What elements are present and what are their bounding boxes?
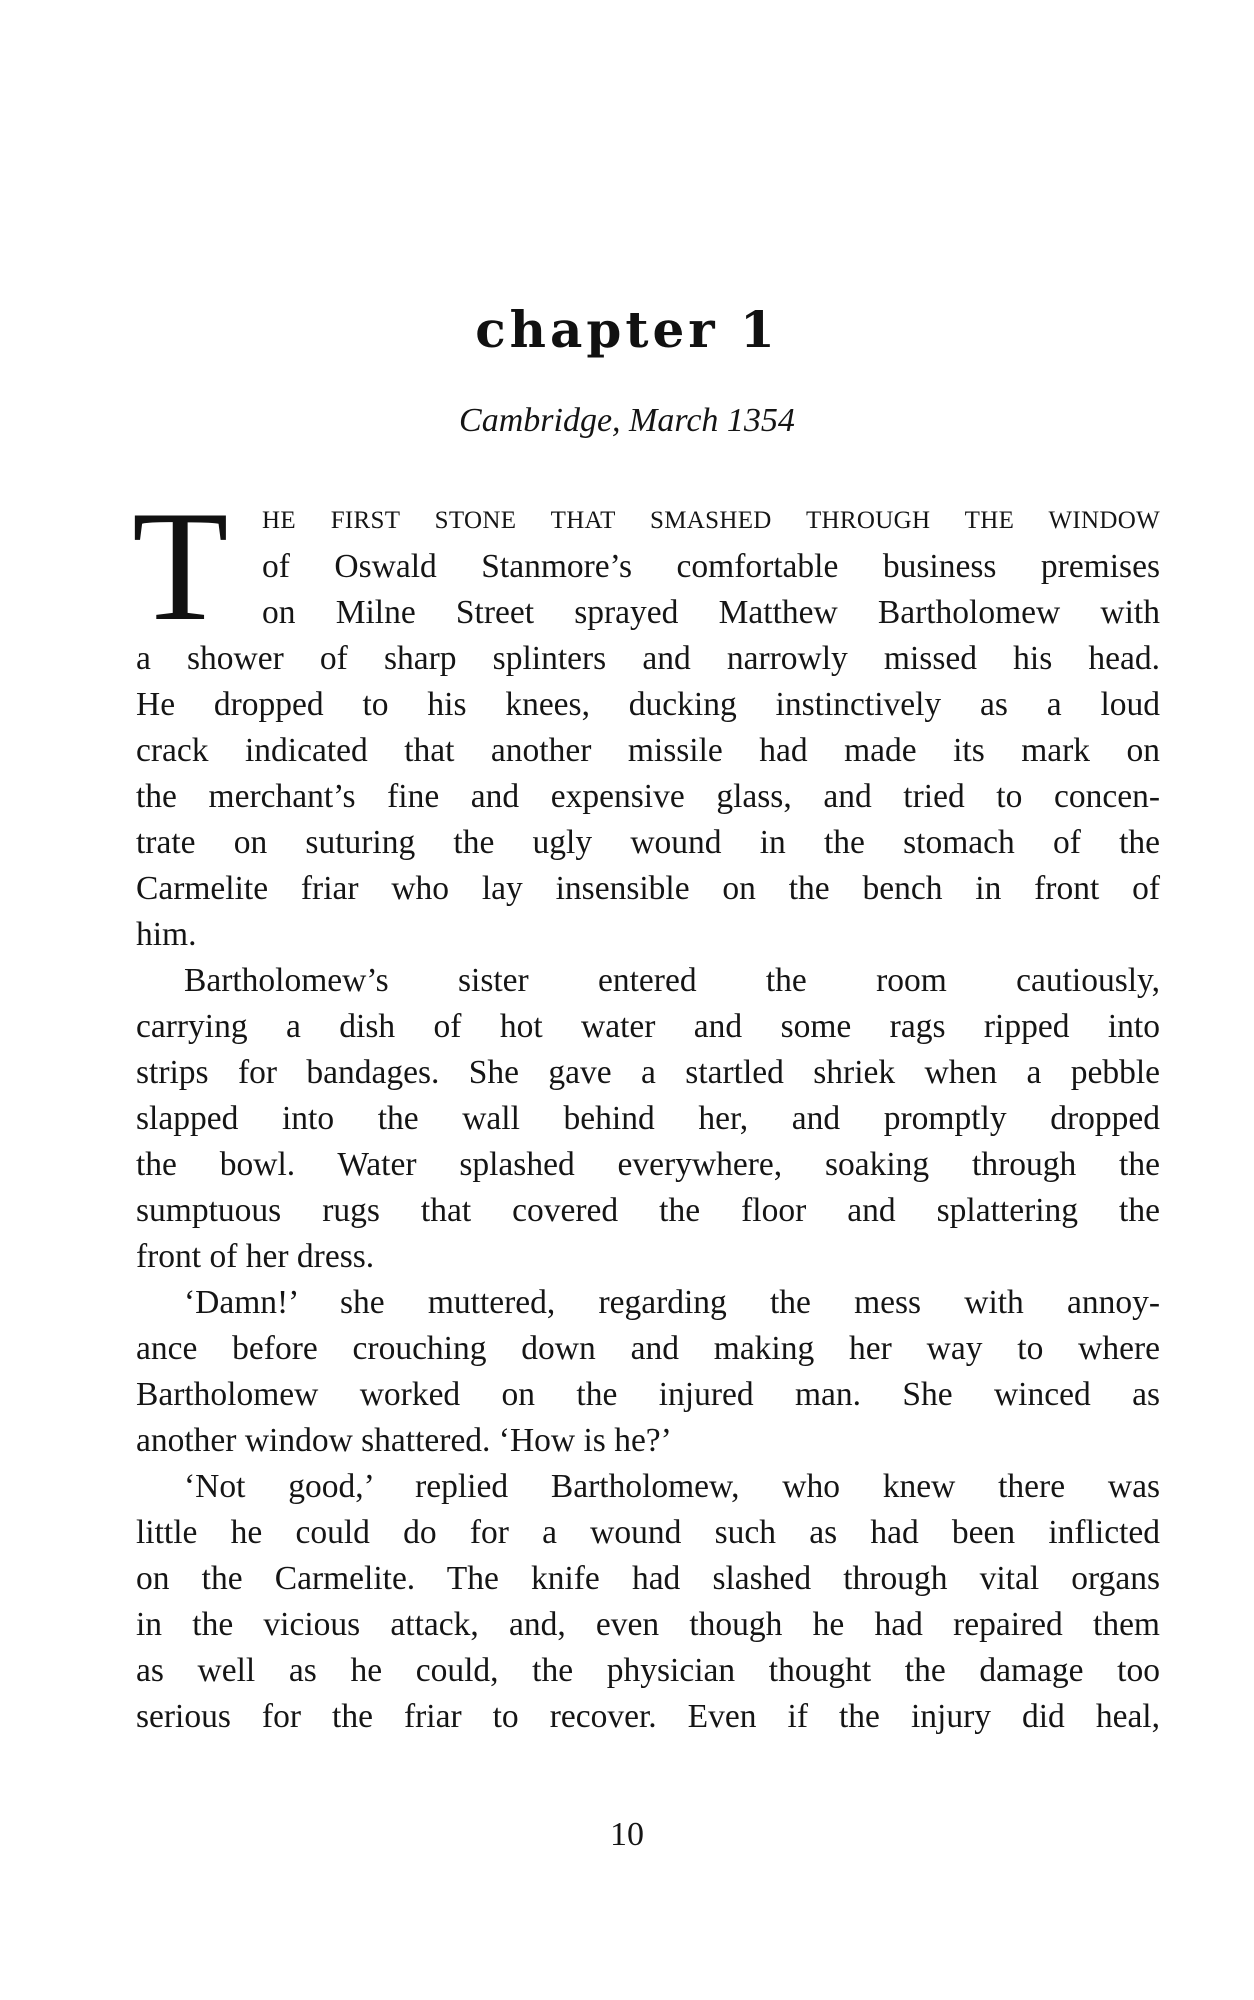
text-line: ‘Not good,’ replied Bartholomew, who knew there was <box>184 1468 1160 1505</box>
text-line: front of her dress. <box>136 1238 375 1275</box>
drop-cap-letter: T <box>132 479 229 654</box>
page-number: 10 <box>610 1816 644 1853</box>
text-line: on Milne Street sprayed Matthew Bartholomew with <box>262 594 1160 631</box>
paragraph-1 <box>136 636 1160 958</box>
text-line: another window shattered. ‘How is he?’ <box>136 1422 672 1459</box>
chapter-subtitle: Cambridge, March 1354 <box>459 402 795 439</box>
text-line: serious for the friar to recover. Even if the injury did heal, <box>136 1698 1160 1735</box>
text-line: crack indicated that another missile had made its mark on <box>136 732 1160 769</box>
text-line: on the Carmelite. The knife had slashed through vital organs <box>136 1560 1160 1597</box>
paragraph-1-opening <box>132 479 1160 654</box>
text-line: little he could do for a wound such as had been inflicted <box>136 1514 1160 1551</box>
paragraph-2 <box>136 958 1160 1280</box>
text-line: trate on suturing the ugly wound in the stomach of the <box>136 824 1160 861</box>
text-line: ‘Damn!’ she muttered, regarding the mess with annoy- <box>184 1284 1160 1321</box>
text-line: the merchant’s fine and expensive glass, and tried to concen- <box>136 778 1160 815</box>
text-line: carrying a dish of hot water and some rags ripped into <box>136 1008 1160 1045</box>
text-line: a shower of sharp splinters and narrowly missed his head. <box>136 640 1160 677</box>
text-line: as well as he could, the physician thought the damage too <box>136 1652 1160 1689</box>
text-line: ance before crouching down and making her way to where <box>136 1330 1160 1367</box>
paragraph-4 <box>136 1464 1160 1740</box>
chapter-heading: chapter 1 <box>475 300 779 359</box>
text-line: Bartholomew worked on the injured man. She winced as <box>136 1376 1160 1413</box>
text-line: sumptuous rugs that covered the floor and splattering the <box>136 1192 1160 1229</box>
body-text <box>132 479 1160 1740</box>
text-line: the bowl. Water splashed everywhere, soaking through the <box>136 1146 1160 1183</box>
text-line: HE FIRST STONE THAT SMASHED THROUGH THE WINDOW <box>262 507 1160 534</box>
text-line: him. <box>136 916 197 953</box>
paragraph-3 <box>136 1280 1160 1464</box>
text-line: He dropped to his knees, ducking instinctively as a loud <box>136 686 1160 723</box>
text-line: strips for bandages. She gave a startled shriek when a pebble <box>136 1054 1160 1091</box>
text-line: in the vicious attack, and, even though he had repaired them <box>136 1606 1160 1643</box>
text-line: slapped into the wall behind her, and promptly dropped <box>136 1100 1160 1137</box>
text-line: of Oswald Stanmore’s comfortable business premises <box>262 548 1160 585</box>
text-line: Carmelite friar who lay insensible on the bench in front of <box>136 870 1160 907</box>
text-line: Bartholomew’s sister entered the room cautiously, <box>184 962 1160 999</box>
